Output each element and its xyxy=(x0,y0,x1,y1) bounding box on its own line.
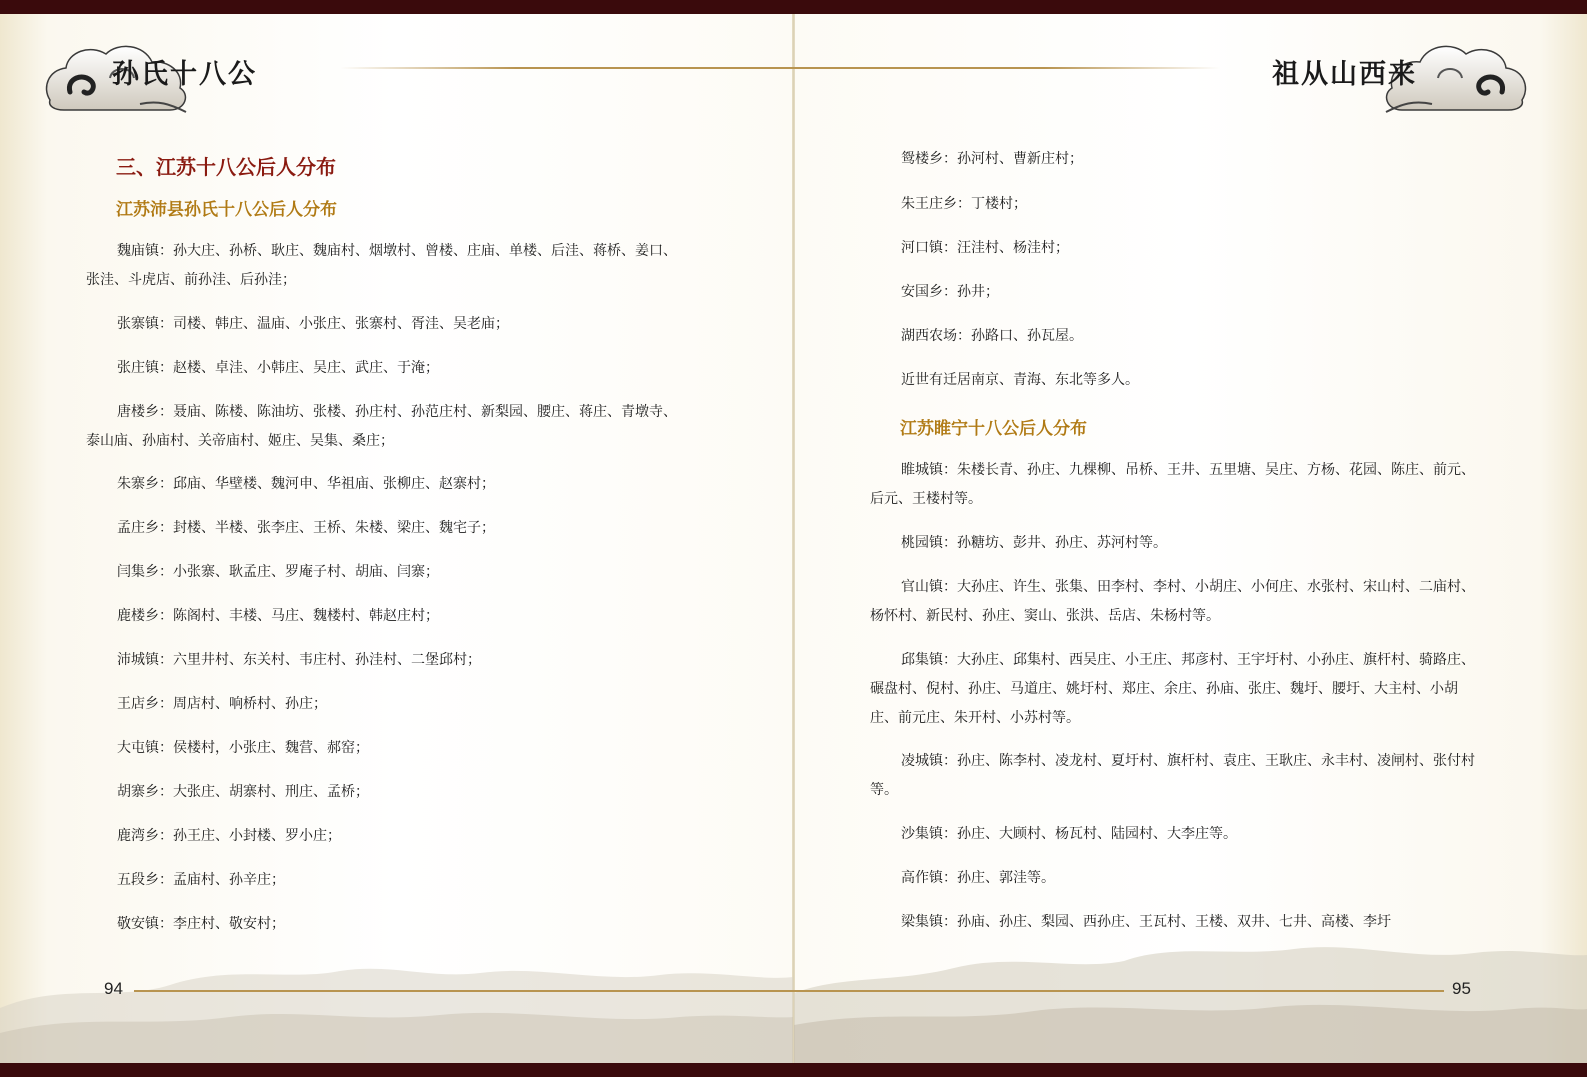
list-item: 河口镇：汪洼村、杨洼村； xyxy=(901,240,1069,256)
list-item: 官山镇：大孙庄、许生、张集、田李村、李村、小胡庄、小何庄、水张村、宋山村、二庙村、杨怀村、新民村、孙庄、窦山、张洪、岳店、朱杨村等。 xyxy=(870,579,1475,624)
list-item: 大屯镇：侯楼村，小张庄、魏营、郝窑； xyxy=(117,740,369,756)
list-item: 沙集镇：孙庄、大顾村、杨瓦村、陆园村、大李庄等。 xyxy=(901,826,1237,842)
list-item: 沛城镇：六里井村、东关村、韦庄村、孙洼村、二堡邱村； xyxy=(117,652,481,668)
list-item: 朱寨乡：邱庙、华壁楼、魏河申、华祖庙、张柳庄、赵寨村； xyxy=(117,476,495,492)
page-number-right: 95 xyxy=(1452,979,1471,998)
list-item: 凌城镇：孙庄、陈李村、凌龙村、夏圩村、旗杆村、袁庄、王耿庄、永丰村、凌闸村、张付村等。 xyxy=(870,753,1475,798)
page-number-left: 94 xyxy=(104,979,123,998)
header-right-title: 祖从山西来 xyxy=(1272,59,1417,90)
book-spine xyxy=(792,14,795,1063)
bottom-border-band xyxy=(0,1063,1587,1077)
list-item: 鹿楼乡：陈阁村、丰楼、马庄、魏楼村、韩赵庄村； xyxy=(117,608,439,624)
footer-divider-line xyxy=(134,990,1444,992)
header-divider-line xyxy=(340,67,1220,69)
list-item: 梁集镇：孙庙、孙庄、梨园、西孙庄、王瓦村、王楼、双井、七井、高楼、李圩 xyxy=(901,914,1391,930)
top-border-band xyxy=(0,0,1587,14)
list-item: 王店乡：周店村、响桥村、孙庄； xyxy=(117,696,327,712)
list-item: 张寨镇：司楼、韩庄、温庙、小张庄、张寨村、胥洼、吴老庙； xyxy=(117,316,509,332)
header-left-title: 孙氏十八公 xyxy=(112,59,257,90)
list-item: 魏庙镇：孙大庄、孙桥、耿庄、魏庙村、烟墩村、曾楼、庄庙、单楼、后洼、蒋桥、姜口、张洼、斗虎店、前孙洼、后孙洼； xyxy=(86,243,677,288)
list-item: 高作镇：孙庄、郭洼等。 xyxy=(901,870,1055,886)
list-item: 唐楼乡：聂庙、陈楼、陈油坊、张楼、孙庄村、孙范庄村、新梨园、腰庄、蒋庄、青墩寺、泰山庙、孙庙村、关帝庙村、姬庄、吴集、桑庄； xyxy=(86,404,677,449)
list-item: 安国乡：孙井； xyxy=(901,284,999,300)
subsection-title-peixian: 江苏沛县孙氏十八公后人分布 xyxy=(116,200,337,220)
list-item: 近世有迁居南京、青海、东北等多人。 xyxy=(901,372,1139,388)
list-item: 睢城镇：朱楼长青、孙庄、九棵柳、吊桥、王井、五里塘、吴庄、方杨、花园、陈庄、前元、后元、王楼村等。 xyxy=(870,462,1475,507)
list-item: 五段乡：孟庙村、孙辛庄； xyxy=(117,872,285,888)
list-item: 桃园镇：孙糖坊、彭井、孙庄、苏河村等。 xyxy=(901,535,1167,551)
list-item: 邱集镇：大孙庄、邱集村、西吴庄、小王庄、邦彦村、王宇圩村、小孙庄、旗杆村、骑路庄、碾盘村、倪村、孙庄、马道庄、姚圩村、郑庄、余庄、孙庙、张庄、魏圩、腰圩、大主村、小胡庄、前元庄、朱开村、小苏村等。 xyxy=(870,652,1475,726)
list-item: 朱王庄乡：丁楼村； xyxy=(901,196,1027,212)
list-item: 孟庄乡：封楼、半楼、张李庄、王桥、朱楼、梁庄、魏宅子； xyxy=(117,520,495,536)
list-item: 鹿湾乡：孙王庄、小封楼、罗小庄； xyxy=(117,828,341,844)
subsection-title-suining: 江苏睢宁十八公后人分布 xyxy=(900,419,1087,439)
list-item: 鸳楼乡：孙河村、曹新庄村； xyxy=(901,151,1083,167)
list-item: 胡寨乡：大张庄、胡寨村、刑庄、孟桥； xyxy=(117,784,369,800)
section-title: 三、江苏十八公后人分布 xyxy=(116,155,336,179)
list-item: 闫集乡：小张寨、耿孟庄、罗庵子村、胡庙、闫寨； xyxy=(117,564,439,580)
list-item: 张庄镇：赵楼、卓洼、小韩庄、吴庄、武庄、于淹； xyxy=(117,360,439,376)
list-item: 湖西农场：孙路口、孙瓦屋。 xyxy=(901,328,1083,344)
list-item: 敬安镇：李庄村、敬安村； xyxy=(117,916,285,932)
